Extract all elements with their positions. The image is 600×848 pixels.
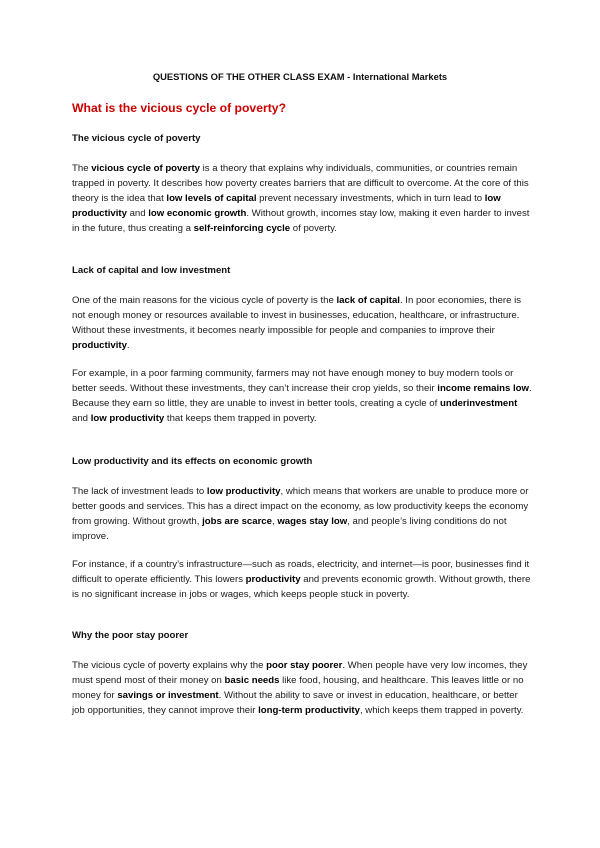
paragraph: [72, 366, 532, 426]
document-title: QUESTIONS OF THE OTHER CLASS EXAM - International Markets: [152, 71, 448, 82]
text-run: . Without the ability to save or invest in education, healthcare, or better job opportunities, they cannot improve their: [72, 690, 518, 717]
text-run: , which keeps them trapped in poverty.: [359, 705, 524, 717]
bold-term: low levels of capital: [166, 193, 257, 205]
text-run: , and people’s living conditions do not improve.: [72, 516, 507, 543]
text-run: . Without growth, incomes stay low, making it even harder to invest in the future, thus creating a: [72, 208, 530, 235]
bold-term: vicious cycle of poverty: [91, 163, 200, 174]
text-run: is a theory that explains why individuals, communities, or countries remain trapped in poverty. It describes how poverty creates barriers that are difficult to overcome. At the core of this theory is the idea that: [72, 163, 529, 205]
bold-term: lack of capital: [336, 295, 400, 306]
text-run: .: [126, 340, 130, 352]
paragraph: [72, 557, 532, 602]
bold-term: self-reinforcing cycle: [193, 223, 291, 235]
bold-term: jobs are scarce: [202, 516, 272, 528]
bold-term: productivity: [245, 574, 301, 586]
text-run: The lack of investment leads to: [72, 486, 207, 497]
bold-term: underinvestment: [439, 398, 518, 410]
bold-term: long-term productivity: [258, 705, 360, 717]
bold-term: low productivity: [72, 193, 501, 220]
text-run: For instance, if a country’s infrastructure—such as roads, electricity, and internet—is poor, businesses find it difficult to operate efficiently. This lowers: [72, 559, 530, 586]
paragraph: [72, 161, 532, 236]
bold-term: productivity: [72, 340, 127, 352]
paragraph: [72, 484, 532, 544]
text-run: . When people have very low incomes, they must spend most of their money on: [72, 660, 528, 687]
section-heading-lack-of-capital: Lack of capital and low investment: [72, 265, 231, 276]
text-run: and: [126, 208, 149, 220]
section-heading-low-productivity: Low productivity and its effects on economic growth: [72, 456, 313, 467]
text-run: and: [72, 413, 91, 425]
bold-term: basic needs: [224, 675, 280, 687]
bold-term: low economic growth: [148, 208, 247, 220]
paragraph: [72, 293, 532, 353]
bold-term: poor stay poorer: [266, 660, 343, 671]
text-run: The: [72, 163, 92, 174]
text-run: of poverty.: [290, 223, 337, 235]
text-run: One of the main reasons for the vicious cycle of poverty is the: [72, 295, 337, 306]
bold-term: savings or investment: [117, 690, 219, 702]
bold-term: wages stay low: [277, 516, 348, 528]
text-run: For example, in a poor farming community, farmers may not have enough money to buy modern tools or better seeds. Without these investments, they can’t increase their crop yields, so their: [72, 368, 514, 395]
text-run: and prevents economic growth. Without growth, there is no significant increase in jobs or wages, which keeps people stuck in poverty.: [72, 574, 531, 601]
bold-term: low productivity: [206, 486, 281, 497]
text-run: prevent necessary investments, which in turn lead to: [256, 193, 485, 205]
bold-term: low productivity: [90, 413, 165, 425]
section-heading-vicious-cycle: The vicious cycle of poverty: [72, 133, 201, 144]
bold-term: income remains low: [437, 383, 529, 395]
text-run: , which means that workers are unable to produce more or better goods and services. This has a direct impact on the economy, as low productivity keeps the economy from growing. Without growth,: [72, 486, 529, 528]
paragraph: [72, 658, 532, 718]
section-heading-poor-stay-poorer: Why the poor stay poorer: [72, 630, 189, 641]
question-heading: What is the vicious cycle of poverty?: [72, 101, 287, 115]
text-run: like food, housing, and healthcare. This leaves little or no money for: [72, 675, 524, 702]
text-run: that keeps them trapped in poverty.: [164, 413, 317, 425]
text-run: ,: [271, 516, 278, 528]
text-run: . Because they earn so little, they are unable to invest in better tools, creating a cycle of: [72, 383, 532, 410]
text-run: . In poor economies, there is not enough money or resources available to invest in businesses, education, healthcare, or infrastructure. Without these investments, it becomes nearly impossible for people and companies to improve their: [72, 295, 522, 337]
text-run: The vicious cycle of poverty explains why the: [72, 660, 267, 671]
